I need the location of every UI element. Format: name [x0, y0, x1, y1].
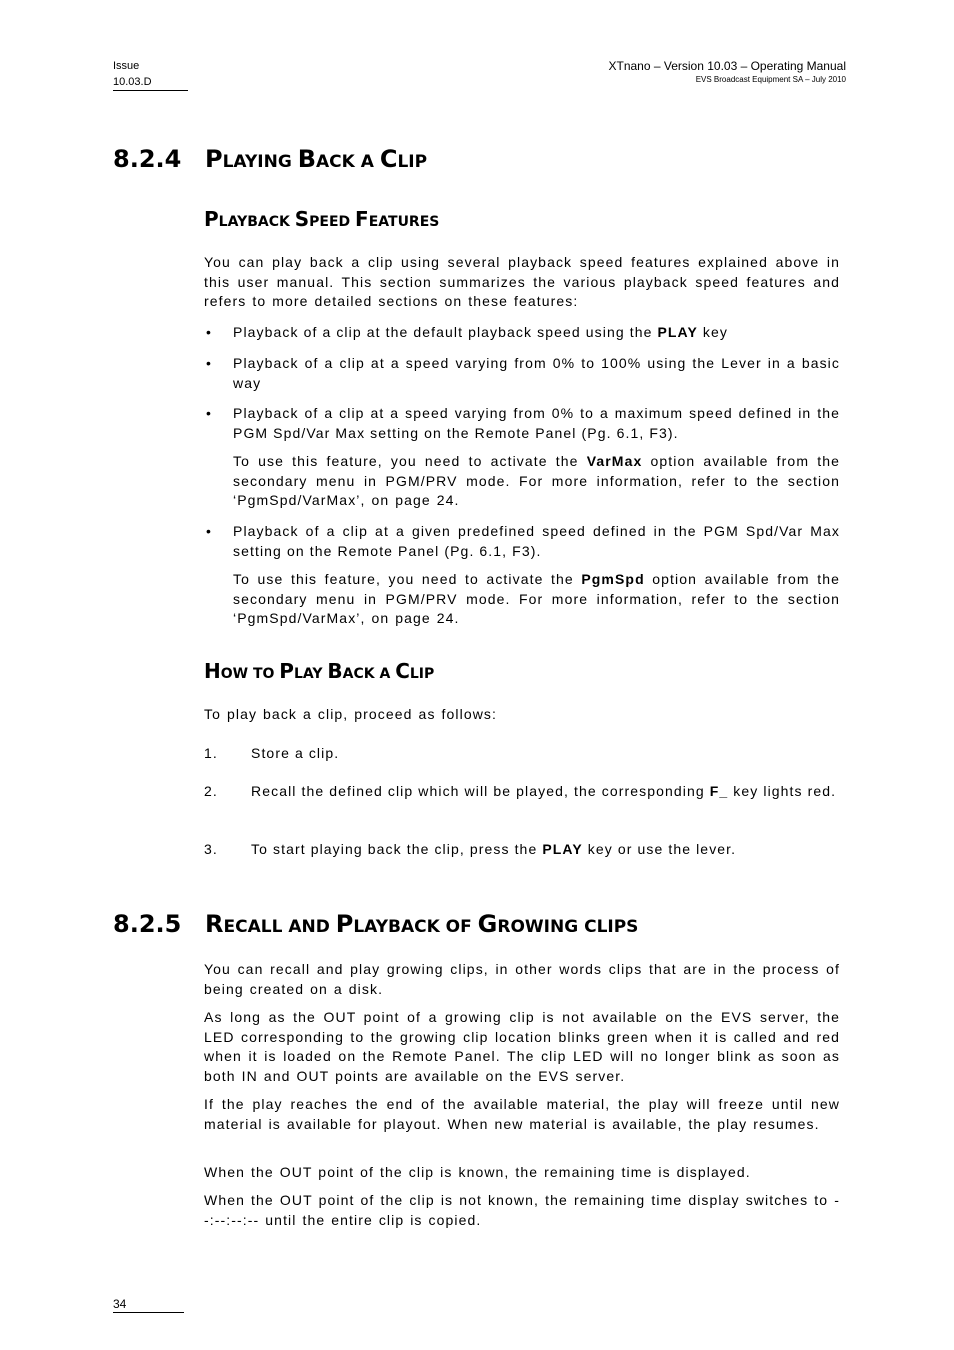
- section-heading-8-2-4: [113, 144, 427, 177]
- text-run: key lights red.: [728, 783, 837, 799]
- issue-label: Issue: [113, 60, 140, 72]
- text-run: To use this feature, you need to activate the: [233, 571, 582, 587]
- bullet-dot: •: [206, 405, 213, 421]
- issue-block: [113, 58, 188, 91]
- heading-cap: B: [297, 145, 316, 173]
- heading-small: LIP: [409, 666, 435, 682]
- manual-title: XTnano – Version 10.03 – Operating Manual: [608, 59, 846, 73]
- option-name: PgmSpd: [581, 571, 645, 587]
- growing-clips-led: As long as the OUT point of a growing clip is not available on the EVS server, the LED corresponding to the growing clip location blinks green when it is called and red when it is loaded on the Remote Panel. The clip LED will no longer blink as soon as both IN and OUT points are available on the EVS server.: [204, 1009, 840, 1084]
- issue-number: 10.03.D: [113, 74, 188, 91]
- heading-cap: P: [335, 910, 354, 938]
- text-run: option available from the secondary menu in PGM/PRV mode. For more information, refer to the section ‘PgmSpd/VarMax’, on page 24.: [233, 453, 840, 508]
- text-run: option available from the secondary menu in PGM/PRV mode. For more information, refer to the section ‘PgmSpd/VarMax’, on page 24.: [233, 571, 840, 626]
- key-name: PLAY: [542, 841, 583, 857]
- step-text: [251, 782, 840, 802]
- text-run: key: [697, 324, 728, 340]
- heading-cap: S: [294, 207, 310, 231]
- heading-small: ECALL AND: [223, 917, 336, 937]
- heading-small: LAY: [293, 666, 328, 682]
- bullet-dot: •: [206, 523, 213, 539]
- heading-small: LAYBACK OF: [353, 917, 478, 937]
- section-number: 8.2.5: [113, 910, 182, 938]
- manual-header: [609, 58, 847, 85]
- growing-clips-unknown-out: When the OUT point of the clip is not known, the remaining time display switches to --:--:--:-- until the entire clip is copied.: [204, 1192, 840, 1228]
- bullet-dot: •: [206, 324, 213, 340]
- heading-small: ROWING CLIPS: [497, 917, 639, 937]
- heading-cap: G: [477, 910, 498, 938]
- heading-cap: H: [204, 659, 221, 683]
- bullet-text: [233, 323, 840, 343]
- step-text: Store a clip.: [251, 745, 340, 761]
- heading-small: EATURES: [368, 214, 440, 230]
- heading-cap: B: [327, 659, 343, 683]
- growing-clips-intro: You can recall and play growing clips, in other words clips that are in the process of being created on a disk.: [204, 961, 840, 997]
- text-run: Recall the defined clip which will be played, the corresponding: [251, 783, 710, 799]
- heading-small: LAYBACK: [218, 214, 295, 230]
- bullet-note: [233, 452, 840, 511]
- growing-clips-freeze: If the play reaches the end of the available material, the play will freeze until new material is available for playout. When new material is available, the play resumes.: [204, 1096, 840, 1132]
- section-heading-8-2-5: [113, 909, 638, 942]
- subheading-how-to-play-back: [204, 658, 434, 687]
- bullet-text: Playback of a clip at a speed varying from 0% to a maximum speed defined in the PGM Spd/Var Max setting on the Remote Panel (Pg. 6.1, F3).: [233, 405, 840, 441]
- text-run: To start playing back the clip, press the: [251, 841, 543, 857]
- text-run: key or use the lever.: [582, 841, 737, 857]
- section-number: 8.2.4: [113, 145, 182, 173]
- page-number: 34: [113, 1296, 184, 1313]
- heading-small: OW TO: [220, 666, 280, 682]
- heading-cap: P: [279, 659, 294, 683]
- how-to-intro: To play back a clip, proceed as follows:: [204, 706, 498, 722]
- bullet-dot: •: [206, 355, 213, 371]
- heading-cap: F: [355, 207, 369, 231]
- subheading-playback-speed: [204, 206, 439, 235]
- bullet-text: Playback of a clip at a given predefined speed defined in the PGM Spd/Var Max setting on the Remote Panel (Pg. 6.1, F3).: [233, 523, 840, 559]
- heading-cap: P: [205, 145, 223, 173]
- step-number: 3.: [204, 841, 218, 857]
- step-text: [251, 840, 840, 860]
- bullet-text: Playback of a clip at a speed varying from 0% to 100% using the Lever in a basic way: [233, 355, 840, 391]
- key-name: PLAY: [657, 324, 698, 340]
- bullet-note: [233, 570, 840, 629]
- heading-cap: R: [205, 910, 224, 938]
- option-name: VarMax: [586, 453, 643, 469]
- step-number: 2.: [204, 783, 218, 799]
- heading-small: LAYING: [222, 152, 298, 172]
- heading-small: LIP: [397, 152, 428, 172]
- company-date: EVS Broadcast Equipment SA – July 2010: [695, 75, 846, 84]
- playback-speed-intro: You can play back a clip using several playback speed features explained above in this user manual. This section summarizes the various playback speed features and refers to more detailed sections on these features:: [204, 254, 840, 309]
- text-run: To use this feature, you need to activate the: [233, 453, 587, 469]
- heading-small: ACK A: [316, 152, 380, 172]
- step-number: 1.: [204, 745, 218, 761]
- heading-small: ACK A: [342, 666, 396, 682]
- growing-clips-known-out: When the OUT point of the clip is known, the remaining time is displayed.: [204, 1164, 751, 1180]
- text-run: Playback of a clip at the default playback speed using the: [233, 324, 658, 340]
- heading-small: PEED: [309, 214, 356, 230]
- heading-cap: C: [379, 145, 398, 173]
- key-name: F_: [709, 783, 729, 799]
- heading-cap: C: [395, 659, 410, 683]
- heading-cap: P: [204, 207, 219, 231]
